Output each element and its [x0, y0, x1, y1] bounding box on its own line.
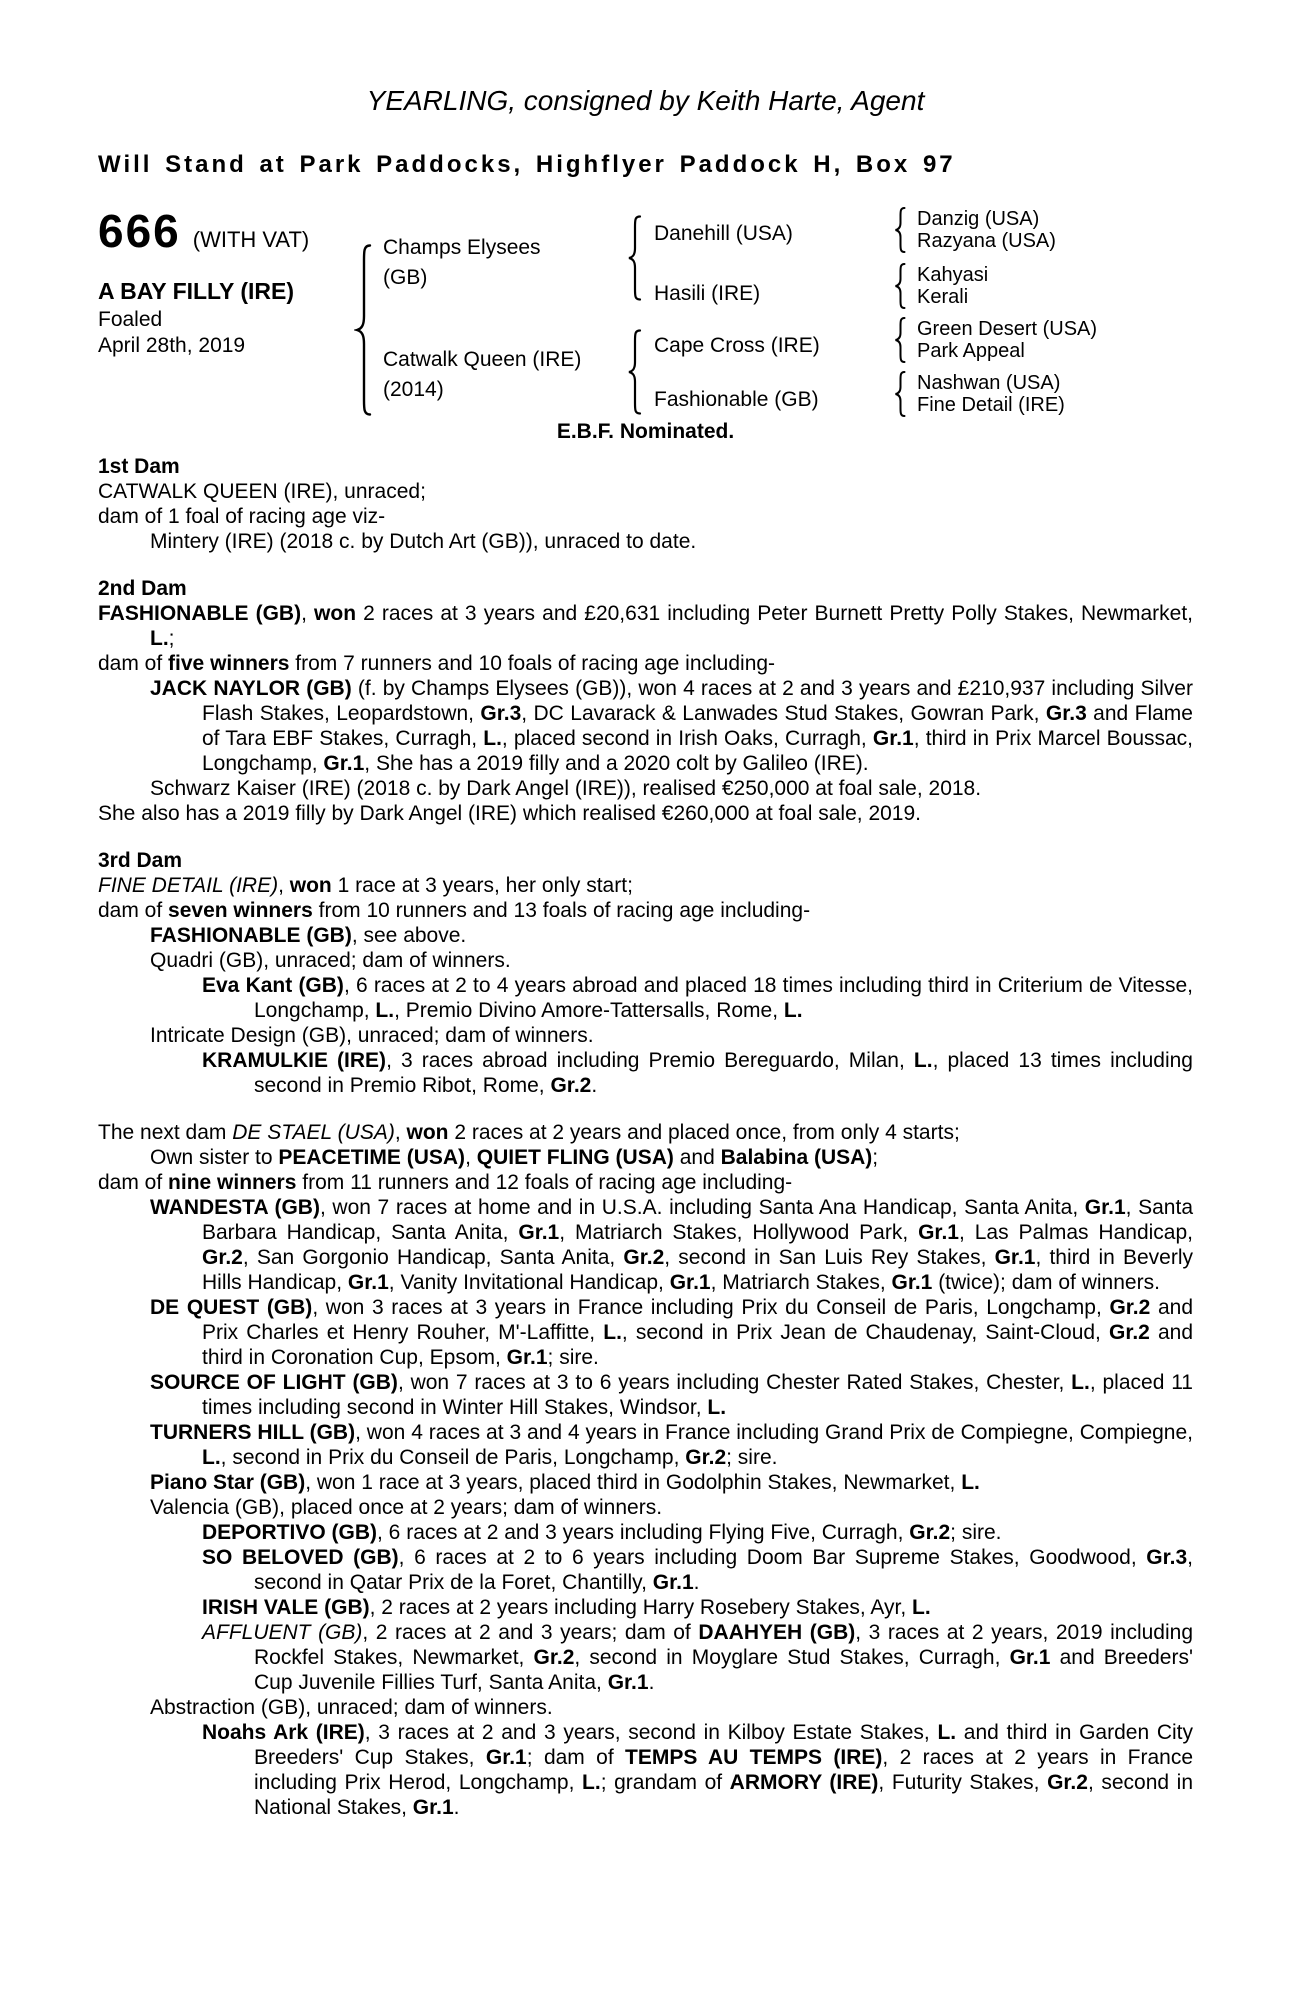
text-segment: , second in Prix du Conseil de Paris, Longchamp, — [220, 1446, 686, 1469]
text-segment: , Matriarch Stakes, — [710, 1271, 892, 1294]
lot-number: 666 — [98, 205, 181, 257]
text-segment: Gr.1 — [506, 1346, 548, 1369]
text-segment: L. — [783, 999, 803, 1022]
ggp-pair-3 — [917, 319, 1097, 362]
text-segment: , won 7 races at 3 to 6 years including Chester Rated Stakes, Chester, — [397, 1371, 1072, 1394]
pedigree-paragraph — [98, 504, 1193, 529]
text-segment: Gr.1 — [918, 1221, 959, 1244]
text-segment: Gr.1 — [872, 727, 914, 750]
text-segment: DE QUEST (GB) — [150, 1296, 313, 1319]
text-segment: Quadri (GB), unraced; dam of winners. — [150, 949, 511, 972]
text-segment: Gr.1 — [518, 1221, 560, 1244]
text-segment: and Prix Charles et Henry Rouher, M'-Laffitte, — [202, 1296, 1194, 1344]
text-segment: , 3 races at 2 years, 2019 including Rockfel Stakes, Newmarket, — [254, 1621, 1194, 1669]
text-segment: JACK NAYLOR (GB) — [150, 677, 352, 700]
text-segment: TEMPS AU TEMPS (IRE) — [625, 1746, 883, 1769]
text-segment: Abstraction (GB), unraced; dam of winners. — [150, 1696, 553, 1719]
text-segment: Gr.1 — [412, 1796, 454, 1819]
dam-section — [98, 454, 1193, 554]
text-segment: from 7 runners and 10 foals of racing age including- — [289, 652, 776, 675]
dam-dam-sire: Nashwan (USA) — [917, 372, 1061, 394]
text-segment: L. — [961, 1471, 980, 1494]
text-segment: L. — [603, 1321, 622, 1344]
pedigree-paragraph — [98, 1048, 1193, 1098]
horse-description: A BAY FILLY (IRE) — [98, 278, 294, 304]
text-segment: from 10 runners and 13 foals of racing age including- — [312, 899, 811, 922]
text-segment: , second in Prix Jean de Chaudenay, Saint-Cloud, — [621, 1321, 1109, 1344]
text-segment: , Premio Divino Amore-Tattersalls, Rome, — [394, 999, 784, 1022]
text-segment: , won 1 race at 3 years, placed third in Godolphin Stakes, Newmarket, — [305, 1471, 962, 1494]
text-segment: . — [453, 1796, 460, 1819]
pedigree-brace-sire-line — [626, 215, 644, 301]
text-segment: L. — [483, 727, 502, 750]
text-segment: , 6 races at 2 and 3 years including Flying Five, Curragh, — [377, 1521, 910, 1544]
text-segment: dam of — [98, 899, 169, 922]
pedigree-paragraph — [98, 676, 1193, 776]
text-segment: Gr.3 — [1045, 702, 1087, 725]
text-segment: She also has a 2019 filly by Dark Angel (IRE) which realised €260,000 at foal sale, 2019. — [98, 802, 921, 825]
text-segment: , placed 11 times including second in Winter Hill Stakes, Windsor, — [202, 1371, 1193, 1419]
pedigree-brace-parents — [354, 244, 374, 416]
text-segment: dam of — [98, 652, 169, 675]
text-segment: , Vanity Invitational Handicap, — [388, 1271, 670, 1294]
text-segment: , 2 races at 2 and 3 years; dam of — [362, 1621, 699, 1644]
text-segment: , second in National Stakes, — [254, 1771, 1194, 1819]
text-segment: Gr.1 — [669, 1271, 711, 1294]
pedigree-paragraph — [98, 1145, 1193, 1170]
text-segment: from 11 runners and 12 foals of racing age including- — [296, 1171, 793, 1194]
text-segment: Gr.2 — [533, 1646, 575, 1669]
text-segment: , — [301, 602, 315, 625]
dam-section — [98, 576, 1193, 826]
text-segment: ; sire. — [547, 1346, 599, 1369]
text-segment: Gr.2 — [1047, 1771, 1088, 1794]
text-segment: FINE DETAIL (IRE) — [98, 874, 279, 897]
pedigree-brace-ggp-2 — [892, 263, 908, 309]
ebf-nominated-line: E.B.F. Nominated. — [556, 420, 735, 443]
section-heading: 3rd Dam — [98, 849, 183, 872]
text-segment: L. — [937, 1721, 957, 1744]
text-segment: WANDESTA (GB) — [150, 1196, 320, 1219]
text-segment: Gr.2 — [1109, 1321, 1150, 1344]
text-segment: , won 3 races at 3 years in France including Prix du Conseil de Paris, Longchamp, — [312, 1296, 1110, 1319]
text-segment: 1 race at 3 years, her only start; — [331, 874, 633, 897]
text-segment: and Flame of Tara EBF Stakes, Curragh, — [202, 702, 1193, 750]
text-segment: and Breeders' Cup Juvenile Fillies Turf, Santa Anita, — [254, 1646, 1193, 1694]
text-segment: , 2 races at 2 years including Harry Rosebery Stakes, Ayr, — [369, 1596, 912, 1619]
text-segment: Balabina (USA) — [720, 1146, 873, 1169]
pedigree-paragraph — [98, 1545, 1193, 1595]
pedigree-paragraph — [98, 1195, 1193, 1295]
text-segment: SOURCE OF LIGHT (GB) — [150, 1371, 398, 1394]
pedigree-table — [98, 200, 1193, 448]
dam-sire-name: Cape Cross (IRE) — [654, 334, 820, 357]
ggp-pair-1 — [917, 209, 1056, 252]
text-segment: Gr.1 — [1009, 1646, 1051, 1669]
pedigree-paragraph — [98, 529, 1193, 554]
text-segment: L. — [202, 1446, 221, 1469]
text-segment: Gr.3 — [480, 702, 522, 725]
text-segment: . — [648, 1671, 655, 1694]
foaled-date: April 28th, 2019 — [98, 334, 246, 357]
text-segment: five winners — [168, 652, 290, 675]
pedigree-paragraph — [98, 923, 1193, 948]
sire-sire-sire: Danzig (USA) — [917, 208, 1040, 230]
pedigree-paragraph — [98, 1695, 1193, 1720]
text-segment: L. — [913, 1049, 933, 1072]
lot-vat-note: (WITH VAT) — [192, 227, 310, 252]
sire-sire-name: Danehill (USA) — [654, 222, 793, 245]
text-segment: (f. by Champs Elysees (GB)), won 4 races at 2 and 3 years and £210,937 including Silver Flash Stakes, Leopardstown, — [202, 677, 1193, 725]
text-segment: L. — [582, 1771, 601, 1794]
text-segment: , won 4 races at 3 and 4 years in France including Grand Prix de Compiegne, Compiegne, — [355, 1421, 1193, 1444]
text-segment: , Futurity Stakes, — [878, 1771, 1048, 1794]
text-segment: Noahs Ark (IRE) — [202, 1721, 365, 1744]
dam-sire-sire: Green Desert (USA) — [917, 318, 1098, 340]
stand-location-line: Will Stand at Park Paddocks, Highflyer Paddock H, Box 97 — [98, 151, 956, 178]
pedigree-brace-dam-line — [626, 329, 644, 415]
text-segment: and third in Garden City Breeders' Cup Stakes, — [254, 1721, 1193, 1769]
pedigree-paragraph — [98, 1595, 1193, 1620]
text-segment: , Matriarch Stakes, Hollywood Park, — [559, 1221, 919, 1244]
text-segment: , third in Prix Marcel Boussac, Longchamp, — [202, 727, 1194, 775]
pedigree-paragraph — [98, 1120, 1193, 1145]
sire-dam-dam: Kerali — [917, 285, 969, 308]
text-segment: , won 7 races at home and in U.S.A. including Santa Ana Handicap, Santa Anita, — [319, 1196, 1085, 1219]
pedigree-paragraph — [98, 1170, 1193, 1195]
text-segment: , 2 races at 2 years in France including Prix Herod, Longchamp, — [254, 1746, 1194, 1794]
pedigree-paragraph — [98, 1420, 1193, 1470]
text-segment: DAAHYEH (GB) — [698, 1621, 856, 1644]
text-segment: Intricate Design (GB), unraced; dam of winners. — [150, 1024, 594, 1047]
dam-name: Catwalk Queen (IRE) (2014) — [383, 348, 582, 401]
text-segment: dam of — [98, 1171, 169, 1194]
text-segment: nine winners — [168, 1171, 297, 1194]
text-segment: , 6 races at 2 to 4 years abroad and placed 18 times including third in Criterium de Vitesse, Longchamp, — [254, 974, 1194, 1022]
text-segment: AFFLUENT (GB) — [202, 1621, 363, 1644]
dam-dam-dam: Fine Detail (IRE) — [917, 393, 1065, 416]
text-segment: and — [673, 1146, 721, 1169]
text-segment: ; — [872, 1146, 879, 1169]
text-segment: Gr.2 — [550, 1074, 592, 1097]
pedigree-paragraph — [98, 1295, 1193, 1370]
text-segment: , see above. — [351, 924, 467, 947]
text-segment: IRISH VALE (GB) — [202, 1596, 370, 1619]
text-segment: Gr.1 — [607, 1671, 649, 1694]
section-heading: 1st Dam — [98, 455, 180, 478]
text-segment: Gr.2 — [623, 1246, 665, 1269]
text-segment: Gr.1 — [347, 1271, 389, 1294]
text-segment: The next dam — [98, 1121, 233, 1144]
text-segment: L. — [150, 627, 169, 650]
text-segment: , second in Qatar Prix de la Foret, Chantilly, — [254, 1546, 1193, 1594]
dam-section — [98, 1120, 1193, 1820]
pedigree-paragraph — [98, 776, 1193, 801]
sire-name: Champs Elysees (GB) — [383, 236, 541, 289]
text-segment: L. — [912, 1596, 931, 1619]
text-segment: Gr.1 — [891, 1271, 933, 1294]
pedigree-paragraph — [98, 873, 1193, 898]
pedigree-paragraph — [98, 1023, 1193, 1048]
text-segment: ARMORY (IRE) — [729, 1771, 879, 1794]
text-segment: Gr.3 — [1146, 1546, 1188, 1569]
text-segment: won — [289, 874, 332, 897]
text-segment: won — [314, 602, 357, 625]
pedigree-paragraph — [98, 601, 1193, 651]
text-segment: , second in San Luis Rey Stakes, — [664, 1246, 995, 1269]
pedigree-paragraph — [98, 1520, 1193, 1545]
pedigree-paragraph — [98, 898, 1193, 923]
pedigree-paragraph — [98, 479, 1193, 504]
text-segment: CATWALK QUEEN (IRE), unraced; — [98, 480, 426, 503]
pedigree-text-sections — [98, 454, 1193, 1820]
pedigree-paragraph — [98, 1620, 1193, 1695]
text-segment: , She has a 2019 filly and a 2020 colt by Galileo (IRE). — [364, 752, 869, 775]
ggp-pair-2 — [917, 265, 988, 308]
text-segment: ; grandam of — [600, 1771, 730, 1794]
text-segment: ; sire. — [726, 1446, 778, 1469]
text-segment: , second in Moyglare Stud Stakes, Curragh, — [574, 1646, 1010, 1669]
sire-sire-dam: Razyana (USA) — [917, 229, 1056, 252]
text-segment: Mintery (IRE) (2018 c. by Dutch Art (GB)), unraced to date. — [150, 530, 697, 553]
text-segment: , Las Palmas Handicap, — [958, 1221, 1193, 1244]
text-segment: Valencia (GB), placed once at 2 years; dam of winners. — [150, 1496, 663, 1519]
text-segment: Schwarz Kaiser (IRE) (2018 c. by Dark Angel (IRE)), realised €250,000 at foal sale, 2018. — [150, 777, 982, 800]
text-segment: . — [591, 1074, 598, 1097]
text-segment: , placed 13 times including second in Premio Ribot, Rome, — [254, 1049, 1193, 1097]
text-segment: ; dam of — [526, 1746, 626, 1769]
ggp-pair-4 — [917, 373, 1065, 416]
text-segment: QUIET FLING (USA) — [476, 1146, 674, 1169]
text-segment: won — [406, 1121, 449, 1144]
dam-dam-name: Fashionable (GB) — [654, 388, 819, 411]
dam-section — [98, 848, 1193, 1098]
pedigree-paragraph — [98, 948, 1193, 973]
text-segment: Piano Star (GB) — [150, 1471, 306, 1494]
text-segment: Gr.1 — [1084, 1196, 1126, 1219]
text-segment: , 3 races abroad including Premio Bereguardo, Milan, — [386, 1049, 914, 1072]
text-segment: FASHIONABLE (GB) — [98, 602, 302, 625]
text-segment: L. — [375, 999, 395, 1022]
text-segment: , 6 races at 2 to 6 years including Doom Bar Supreme Stakes, Goodwood, — [398, 1546, 1147, 1569]
text-segment: , 3 races at 2 and 3 years, second in Kilboy Estate Stakes, — [364, 1721, 938, 1744]
text-segment: dam of 1 foal of racing age viz- — [98, 505, 386, 528]
text-segment: FASHIONABLE (GB) — [150, 924, 352, 947]
text-segment: Gr.2 — [1109, 1296, 1151, 1319]
text-segment: L. — [707, 1396, 727, 1419]
text-segment: Gr.2 — [685, 1446, 727, 1469]
foaled-label: Foaled — [98, 308, 163, 331]
text-segment: ; sire. — [950, 1521, 1002, 1544]
text-segment: Gr.1 — [485, 1746, 527, 1769]
pedigree-paragraph — [98, 1720, 1193, 1820]
text-segment: , — [465, 1146, 477, 1169]
text-segment: PEACETIME (USA) — [278, 1146, 466, 1169]
section-heading: 2nd Dam — [98, 577, 187, 600]
text-segment: , Santa Barbara Handicap, Santa Anita, — [202, 1196, 1193, 1244]
pedigree-paragraph — [98, 973, 1193, 1023]
text-segment: 2 races at 3 years and £20,631 including Peter Burnett Pretty Polly Stakes, Newmarket, — [356, 602, 1194, 625]
text-segment: , third in Beverly Hills Handicap, — [202, 1246, 1194, 1294]
text-segment: DEPORTIVO (GB) — [202, 1521, 378, 1544]
text-segment: , San Gorgonio Handicap, Santa Anita, — [242, 1246, 624, 1269]
text-segment: DE STAEL (USA) — [232, 1121, 395, 1144]
text-segment: Gr.1 — [994, 1246, 1036, 1269]
page-title: YEARLING, consigned by Keith Harte, Agent — [366, 85, 925, 116]
text-segment: Gr.1 — [323, 752, 365, 775]
sire-dam-sire: Kahyasi — [917, 264, 989, 286]
text-segment: , — [278, 874, 290, 897]
text-segment: (twice); dam of winners. — [932, 1271, 1160, 1294]
pedigree-paragraph — [98, 651, 1193, 676]
text-segment: SO BELOVED (GB) — [202, 1546, 399, 1569]
pedigree-paragraph — [98, 801, 1193, 826]
text-segment: Gr.1 — [652, 1571, 694, 1594]
text-segment: 2 races at 2 years and placed once, from only 4 starts; — [448, 1121, 960, 1144]
pedigree-paragraph — [98, 1470, 1193, 1495]
pedigree-brace-ggp-1 — [892, 207, 908, 253]
text-segment: . — [693, 1571, 700, 1594]
dam-sire-dam: Park Appeal — [917, 339, 1025, 362]
text-segment: Own sister to — [150, 1146, 279, 1169]
text-segment: , placed second in Irish Oaks, Curragh, — [501, 727, 873, 750]
pedigree-paragraph — [98, 1370, 1193, 1420]
text-segment: and third in Coronation Cup, Epsom, — [202, 1321, 1194, 1369]
lot-header — [98, 205, 310, 257]
text-segment: seven winners — [168, 899, 313, 922]
pedigree-brace-ggp-3 — [892, 317, 908, 363]
text-segment: L. — [1071, 1371, 1090, 1394]
text-segment: TURNERS HILL (GB) — [150, 1421, 356, 1444]
pedigree-brace-ggp-4 — [892, 371, 908, 417]
text-segment: , DC Lavarack & Lanwades Stud Stakes, Gowran Park, — [521, 702, 1046, 725]
text-segment: , — [394, 1121, 407, 1144]
sire-dam-name: Hasili (IRE) — [654, 282, 761, 305]
text-segment: Gr.2 — [202, 1246, 243, 1269]
text-segment: Gr.2 — [909, 1521, 951, 1544]
text-segment: ; — [168, 627, 175, 650]
pedigree-paragraph — [98, 1495, 1193, 1520]
text-segment: Eva Kant (GB) — [202, 974, 344, 997]
text-segment: KRAMULKIE (IRE) — [202, 1049, 387, 1072]
